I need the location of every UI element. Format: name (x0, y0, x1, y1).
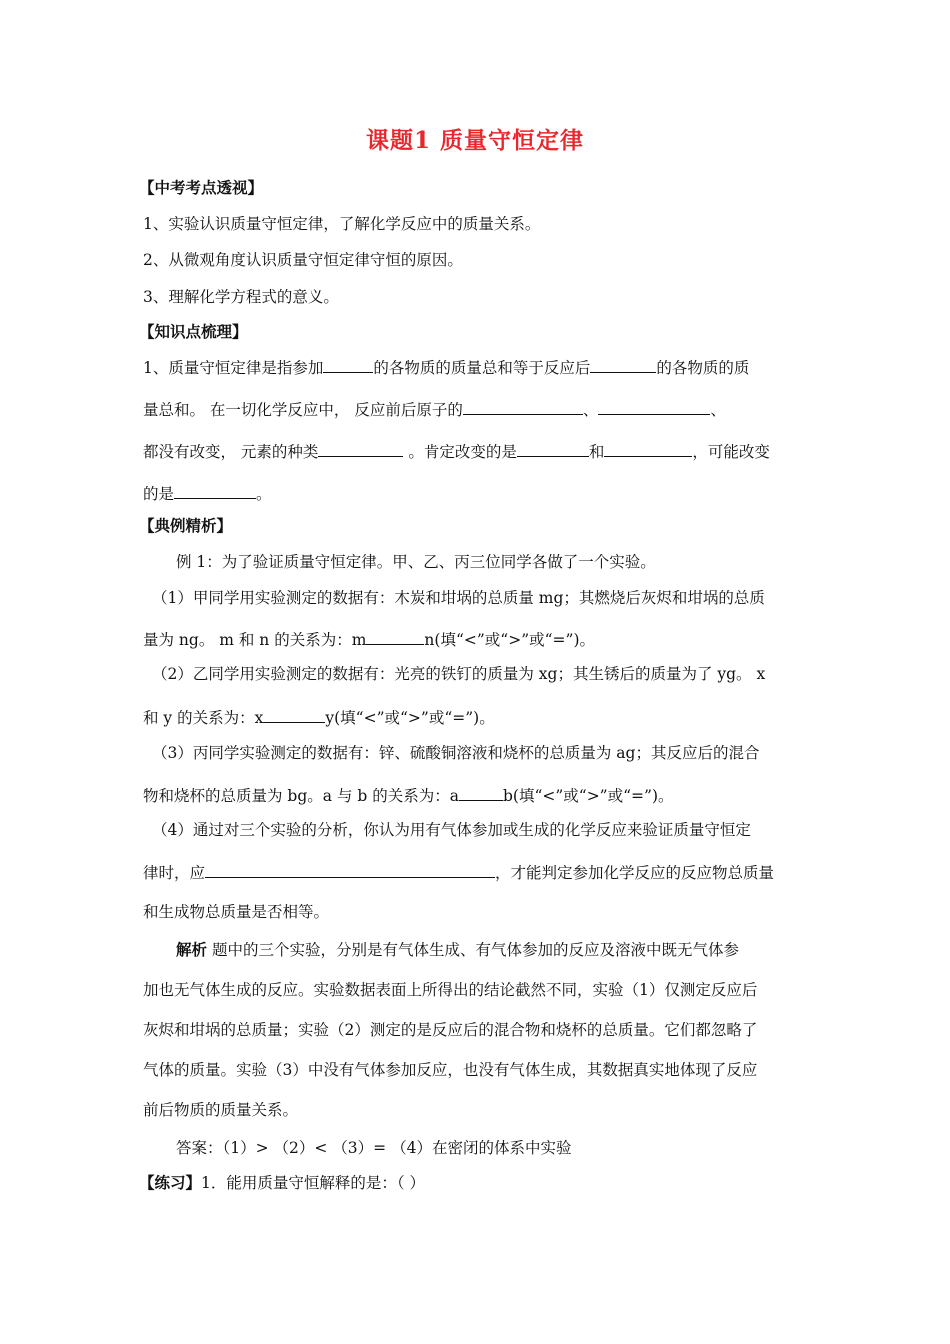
fill-blank[interactable] (604, 440, 692, 457)
section-practice: 【练习】 (139, 1173, 202, 1192)
example-q4-line-2: 律时，应 ，才能判定参加化学反应的反应物总质量 (143, 861, 813, 883)
exam-point-2: 2、从微观角度认识质量守恒定律守恒的原因。 (143, 251, 463, 269)
section-knowledge: 【知识点梳理】 (139, 322, 248, 341)
example-q4-line-1: （4）通过对三个实验的分析，你认为用有气体参加或生成的化学反应来验证质量守恒定 (152, 821, 751, 839)
practice-question-1: 1．能用质量守恒解释的是：（ ） (201, 1174, 426, 1192)
knowledge-line-1: 1、质量守恒定律是指参加 的各物质的质量总和等于反应后 的各物质的质 (143, 356, 813, 378)
page-title: 课题1 质量守恒定律 (365, 127, 584, 154)
fill-blank[interactable] (590, 356, 656, 373)
fill-blank[interactable] (366, 628, 424, 645)
practice-line (139, 1173, 809, 1193)
section-exam-points: 【中考考点透视】 (139, 178, 264, 197)
analysis-line-3: 灰烬和坩埚的总质量；实验（2）测定的是反应后的混合物和烧杯的总质量。它们都忽略了 (143, 1021, 758, 1039)
analysis-line-2: 加也无气体生成的反应。实验数据表面上所得出的结论截然不同，实验（1）仅测定反应后 (143, 981, 758, 999)
example-q3-line-2: 物和烧杯的总质量为 bg。a 与 b 的关系为：a b(填“<”或“>”或“=”)。 (143, 784, 813, 806)
example-q4-line-3: 和生成物总质量是否相等。 (143, 903, 330, 921)
fill-blank[interactable] (174, 482, 256, 499)
exam-point-1: 1、实验认识质量守恒定律，了解化学反应中的质量关系。 (143, 215, 541, 233)
fill-blank[interactable] (598, 398, 710, 415)
example-intro: 例 1：为了验证质量守恒定律。甲、乙、丙三位同学各做了一个实验。 (176, 553, 656, 571)
example-q1-line-2: 量为 ng。 m 和 n 的关系为：m n(填“<”或“>”或“=”)。 (143, 628, 813, 650)
example-q2-line-1: （2）乙同学用实验测定的数据有：光亮的铁钉的质量为 xg；其生锈后的质量为了 yg。 x (152, 665, 766, 683)
analysis-line-5: 前后物质的质量关系。 (143, 1101, 299, 1119)
analysis-line-4: 气体的质量。实验（3）中没有气体参加反应，也没有气体生成，其数据真实地体现了反应 (143, 1061, 758, 1079)
analysis-label: 解析 (176, 940, 208, 959)
exam-point-3: 3、理解化学方程式的意义。 (143, 288, 339, 306)
answer-line: 答案：（1）> （2）< （3）= （4）在密闭的体系中实验 (176, 1139, 572, 1157)
fill-blank[interactable] (318, 440, 403, 457)
section-examples: 【典例精析】 (139, 516, 233, 535)
knowledge-line-2: 量总和。 在一切化学反应中， 反应前后原子的 、 、 (143, 398, 813, 420)
analysis-line-1: 解析 题中的三个实验，分别是有气体生成、有气体参加的反应及溶液中既无气体参 (176, 940, 739, 959)
fill-blank[interactable] (205, 861, 495, 878)
knowledge-line-3: 都没有改变， 元素的种类 。肯定改变的是 和 ，可能改变 (143, 440, 813, 462)
fill-blank[interactable] (463, 398, 583, 415)
fill-blank[interactable] (459, 784, 503, 801)
fill-blank[interactable] (263, 706, 325, 723)
example-q1-line-1: （1）甲同学用实验测定的数据有：木炭和坩埚的总质量 mg；其燃烧后灰烬和坩埚的总质 (152, 589, 765, 607)
example-q2-line-2: 和 y 的关系为：x y(填“<”或“>”或“=”)。 (143, 706, 813, 728)
fill-blank[interactable] (323, 356, 373, 373)
knowledge-line-4: 的是 。 (143, 482, 813, 504)
example-q3-line-1: （3）丙同学实验测定的数据有：锌、硫酸铜溶液和烧杯的总质量为 ag；其反应后的混合 (152, 744, 760, 762)
fill-blank[interactable] (517, 440, 589, 457)
